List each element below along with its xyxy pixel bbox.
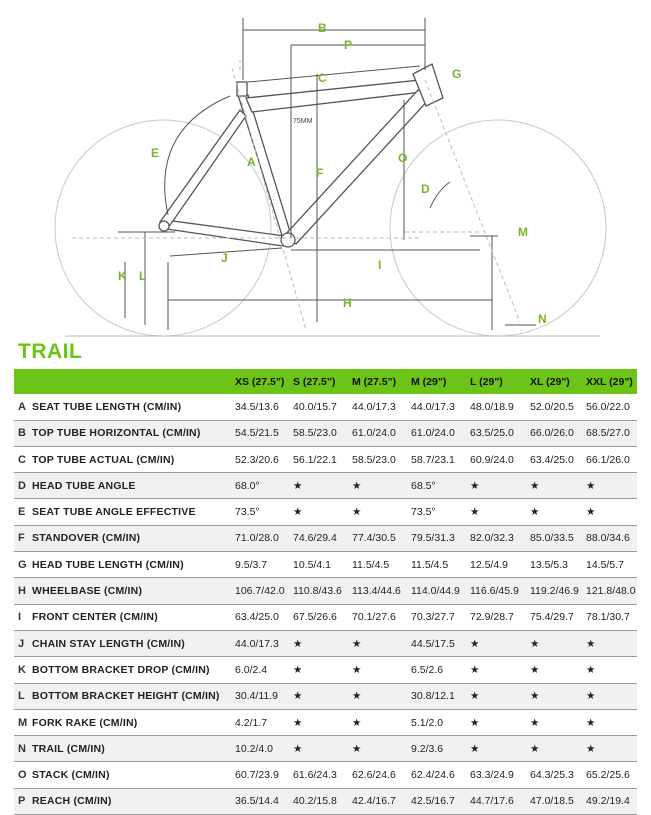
table-cell: 11.5/4.5 bbox=[349, 552, 408, 578]
table-cell: 85.0/33.5 bbox=[527, 525, 583, 551]
table-cell: 63.5/25.0 bbox=[467, 420, 527, 446]
row-label: STACK (CM/IN) bbox=[29, 762, 232, 788]
table-cell: 30.4/11.9 bbox=[232, 683, 290, 709]
row-key: A bbox=[14, 394, 29, 420]
table-cell: 75.4/29.7 bbox=[527, 604, 583, 630]
table-row bbox=[14, 525, 637, 551]
table-cell: 119.2/46.9 bbox=[527, 578, 583, 604]
table-cell: 9.2/3.6 bbox=[408, 736, 467, 762]
dimension-lines bbox=[118, 18, 536, 330]
table-cell: 121.8/48.0 bbox=[583, 578, 637, 604]
table-cell: 70.1/27.6 bbox=[349, 604, 408, 630]
row-label: TOP TUBE HORIZONTAL (CM/IN) bbox=[29, 420, 232, 446]
dim-letter-k: K bbox=[118, 269, 127, 283]
row-label: FORK RAKE (CM/IN) bbox=[29, 709, 232, 735]
dim-letter-d: D bbox=[421, 182, 430, 196]
table-row bbox=[14, 578, 637, 604]
table-row bbox=[14, 604, 637, 630]
table-cell: 58.5/23.0 bbox=[349, 446, 408, 472]
table-cell: 52.3/20.6 bbox=[232, 446, 290, 472]
table-cell: 73.5° bbox=[408, 499, 467, 525]
row-key: D bbox=[14, 473, 29, 499]
table-row bbox=[14, 683, 637, 709]
row-label: SEAT TUBE LENGTH (CM/IN) bbox=[29, 394, 232, 420]
table-row bbox=[14, 762, 637, 788]
table-cell: 72.9/28.7 bbox=[467, 604, 527, 630]
table-row bbox=[14, 736, 637, 762]
table-cell: 58.5/23.0 bbox=[290, 420, 349, 446]
row-key: J bbox=[14, 630, 29, 656]
size-column-header: M (29") bbox=[408, 369, 467, 394]
table-cell: ★ bbox=[467, 657, 527, 683]
size-column-header: L (29") bbox=[467, 369, 527, 394]
table-cell: ★ bbox=[467, 709, 527, 735]
table-cell: ★ bbox=[290, 736, 349, 762]
table-cell: 44.5/17.5 bbox=[408, 630, 467, 656]
table-row bbox=[14, 552, 637, 578]
table-cell: ★ bbox=[290, 499, 349, 525]
table-cell: ★ bbox=[583, 657, 637, 683]
table-cell: ★ bbox=[527, 630, 583, 656]
table-cell: 49.2/19.4 bbox=[583, 788, 637, 814]
table-cell: 44.0/17.3 bbox=[349, 394, 408, 420]
table-cell: 44.0/17.3 bbox=[408, 394, 467, 420]
table-cell: 60.7/23.9 bbox=[232, 762, 290, 788]
dim-letter-g: G bbox=[452, 67, 462, 81]
dim-letter-h: H bbox=[343, 296, 352, 310]
row-label: BOTTOM BRACKET DROP (CM/IN) bbox=[29, 657, 232, 683]
dim-letter-a: A bbox=[247, 155, 256, 169]
row-key: B bbox=[14, 420, 29, 446]
table-cell: ★ bbox=[583, 473, 637, 499]
row-label: STANDOVER (CM/IN) bbox=[29, 525, 232, 551]
table-cell: 44.0/17.3 bbox=[232, 630, 290, 656]
table-cell: ★ bbox=[349, 499, 408, 525]
table-cell: ★ bbox=[467, 736, 527, 762]
table-cell: 114.0/44.9 bbox=[408, 578, 467, 604]
section-title: TRAIL bbox=[18, 340, 83, 363]
table-cell: ★ bbox=[527, 657, 583, 683]
row-label: CHAIN STAY LENGTH (CM/IN) bbox=[29, 630, 232, 656]
table-cell: 70.3/27.7 bbox=[408, 604, 467, 630]
table-cell: ★ bbox=[527, 499, 583, 525]
table-cell: 5.1/2.0 bbox=[408, 709, 467, 735]
table-cell: 110.8/43.6 bbox=[290, 578, 349, 604]
row-label: SEAT TUBE ANGLE EFFECTIVE bbox=[29, 499, 232, 525]
dim-letter-f: F bbox=[316, 166, 324, 180]
table-cell: ★ bbox=[527, 709, 583, 735]
dim-letter-n: N bbox=[538, 312, 547, 326]
dim-letter-m: M bbox=[518, 225, 528, 239]
table-cell: 74.6/29.4 bbox=[290, 525, 349, 551]
table-cell: ★ bbox=[349, 473, 408, 499]
table-cell: 42.5/16.7 bbox=[408, 788, 467, 814]
header-row bbox=[14, 369, 637, 394]
row-key: H bbox=[14, 578, 29, 604]
table-cell: ★ bbox=[290, 473, 349, 499]
row-key: O bbox=[14, 762, 29, 788]
table-cell: 44.7/17.6 bbox=[467, 788, 527, 814]
table-cell: ★ bbox=[467, 683, 527, 709]
table-cell: 13.5/5.3 bbox=[527, 552, 583, 578]
geometry-table bbox=[14, 369, 637, 815]
table-cell: 42.4/16.7 bbox=[349, 788, 408, 814]
table-cell: 68.5/27.0 bbox=[583, 420, 637, 446]
table-cell: ★ bbox=[583, 630, 637, 656]
table-cell: ★ bbox=[349, 657, 408, 683]
size-column-header: XL (29") bbox=[527, 369, 583, 394]
table-cell: 66.1/26.0 bbox=[583, 446, 637, 472]
row-label: HEAD TUBE ANGLE bbox=[29, 473, 232, 499]
dimension-letters bbox=[118, 21, 547, 326]
table-cell: 113.4/44.6 bbox=[349, 578, 408, 604]
row-label: FRONT CENTER (CM/IN) bbox=[29, 604, 232, 630]
table-cell: 40.2/15.8 bbox=[290, 788, 349, 814]
table-cell: 6.0/2.4 bbox=[232, 657, 290, 683]
size-column-header: S (27.5") bbox=[290, 369, 349, 394]
table-cell: 10.2/4.0 bbox=[232, 736, 290, 762]
table-cell: 82.0/32.3 bbox=[467, 525, 527, 551]
table-cell: 6.5/2.6 bbox=[408, 657, 467, 683]
table-cell: 88.0/34.6 bbox=[583, 525, 637, 551]
table-cell: 40.0/15.7 bbox=[290, 394, 349, 420]
table-cell: 56.0/22.0 bbox=[583, 394, 637, 420]
dim-letter-c: C bbox=[318, 71, 327, 85]
table-row bbox=[14, 394, 637, 420]
table-cell: ★ bbox=[290, 683, 349, 709]
table-cell: 11.5/4.5 bbox=[408, 552, 467, 578]
table-cell: ★ bbox=[349, 683, 408, 709]
row-key: I bbox=[14, 604, 29, 630]
size-column-header: XXL (29") bbox=[583, 369, 637, 394]
table-cell: 14.5/5.7 bbox=[583, 552, 637, 578]
row-key: K bbox=[14, 657, 29, 683]
row-key: P bbox=[14, 788, 29, 814]
table-cell: 67.5/26.6 bbox=[290, 604, 349, 630]
table-cell: ★ bbox=[527, 736, 583, 762]
table-cell: 58.7/23.1 bbox=[408, 446, 467, 472]
dim-letter-j: J bbox=[221, 251, 228, 265]
table-cell: 34.5/13.6 bbox=[232, 394, 290, 420]
table-cell: 47.0/18.5 bbox=[527, 788, 583, 814]
table-cell: ★ bbox=[467, 630, 527, 656]
table-row bbox=[14, 420, 637, 446]
row-key: C bbox=[14, 446, 29, 472]
dim-letter-e: E bbox=[151, 146, 160, 160]
table-row bbox=[14, 657, 637, 683]
table-cell: ★ bbox=[290, 630, 349, 656]
table-cell: 10.5/4.1 bbox=[290, 552, 349, 578]
row-key: E bbox=[14, 499, 29, 525]
table-cell: 61.0/24.0 bbox=[408, 420, 467, 446]
table-cell: 62.4/24.6 bbox=[408, 762, 467, 788]
row-key: L bbox=[14, 683, 29, 709]
dim-letter-i: I bbox=[378, 258, 382, 272]
table-cell: ★ bbox=[290, 657, 349, 683]
row-label: TOP TUBE ACTUAL (CM/IN) bbox=[29, 446, 232, 472]
table-cell: 61.0/24.0 bbox=[349, 420, 408, 446]
row-label: BOTTOM BRACKET HEIGHT (CM/IN) bbox=[29, 683, 232, 709]
size-column-header: M (27.5") bbox=[349, 369, 408, 394]
note-75mm: 75MM bbox=[293, 118, 313, 125]
table-row bbox=[14, 446, 637, 472]
table-cell: ★ bbox=[290, 709, 349, 735]
table-cell: 68.0° bbox=[232, 473, 290, 499]
table-cell: 52.0/20.5 bbox=[527, 394, 583, 420]
table-cell: ★ bbox=[349, 630, 408, 656]
table-row bbox=[14, 473, 637, 499]
table-cell: 63.4/25.0 bbox=[527, 446, 583, 472]
table-cell: ★ bbox=[583, 736, 637, 762]
table-cell: 64.3/25.3 bbox=[527, 762, 583, 788]
table-cell: ★ bbox=[527, 473, 583, 499]
table-cell: ★ bbox=[527, 683, 583, 709]
table-cell: 77.4/30.5 bbox=[349, 525, 408, 551]
table-cell: 48.0/18.9 bbox=[467, 394, 527, 420]
table-cell: ★ bbox=[467, 473, 527, 499]
table-cell: 73.5° bbox=[232, 499, 290, 525]
table-cell: 62.6/24.6 bbox=[349, 762, 408, 788]
table-cell: 61.6/24.3 bbox=[290, 762, 349, 788]
table-cell: 30.8/12.1 bbox=[408, 683, 467, 709]
table-cell: ★ bbox=[349, 736, 408, 762]
table-cell: 54.5/21.5 bbox=[232, 420, 290, 446]
row-label: HEAD TUBE LENGTH (CM/IN) bbox=[29, 552, 232, 578]
row-key: F bbox=[14, 525, 29, 551]
table-cell: 60.9/24.0 bbox=[467, 446, 527, 472]
table-cell: 63.4/25.0 bbox=[232, 604, 290, 630]
table-cell: 36.5/14.4 bbox=[232, 788, 290, 814]
front-wheel bbox=[390, 120, 606, 336]
table-cell: 68.5° bbox=[408, 473, 467, 499]
size-column-header: XS (27.5") bbox=[232, 369, 290, 394]
dim-letter-p: P bbox=[344, 38, 353, 52]
table-cell: 9.5/3.7 bbox=[232, 552, 290, 578]
table-cell: 65.2/25.6 bbox=[583, 762, 637, 788]
dim-letter-b: B bbox=[318, 21, 327, 35]
table-cell: ★ bbox=[583, 683, 637, 709]
table-cell: 12.5/4.9 bbox=[467, 552, 527, 578]
table-cell: ★ bbox=[583, 499, 637, 525]
row-key: G bbox=[14, 552, 29, 578]
bike-geometry-diagram bbox=[0, 0, 651, 338]
table-cell: ★ bbox=[349, 709, 408, 735]
table-cell: 4.2/1.7 bbox=[232, 709, 290, 735]
table-cell: ★ bbox=[583, 709, 637, 735]
table-row bbox=[14, 499, 637, 525]
table-cell: ★ bbox=[467, 499, 527, 525]
table-cell: 66.0/26.0 bbox=[527, 420, 583, 446]
table-cell: 106.7/42.0 bbox=[232, 578, 290, 604]
row-label: WHEELBASE (CM/IN) bbox=[29, 578, 232, 604]
row-label: REACH (CM/IN) bbox=[29, 788, 232, 814]
table-cell: 116.6/45.9 bbox=[467, 578, 527, 604]
table-cell: 71.0/28.0 bbox=[232, 525, 290, 551]
dim-letter-l: L bbox=[139, 269, 147, 283]
table-cell: 56.1/22.1 bbox=[290, 446, 349, 472]
row-label: TRAIL (CM/IN) bbox=[29, 736, 232, 762]
dim-letter-o: O bbox=[398, 151, 408, 165]
row-key: N bbox=[14, 736, 29, 762]
table-cell: 78.1/30.7 bbox=[583, 604, 637, 630]
table-row bbox=[14, 630, 637, 656]
row-key: M bbox=[14, 709, 29, 735]
table-cell: 63.3/24.9 bbox=[467, 762, 527, 788]
table-row bbox=[14, 788, 637, 814]
table-cell: 79.5/31.3 bbox=[408, 525, 467, 551]
table-row bbox=[14, 709, 637, 735]
